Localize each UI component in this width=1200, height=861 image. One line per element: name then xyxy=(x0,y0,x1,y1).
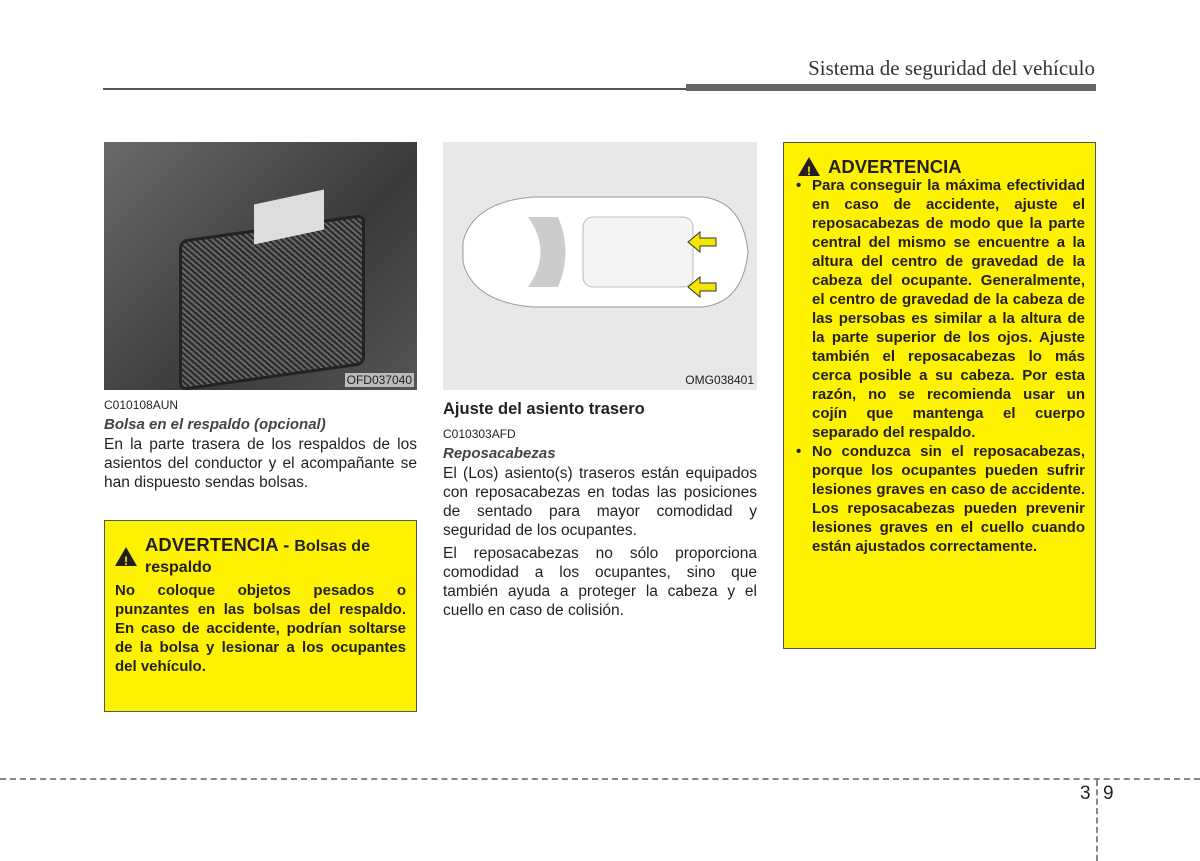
section-code: C010303AFD xyxy=(443,427,516,441)
warning-box-headrest xyxy=(783,142,1096,649)
subtitle: Reposacabezas xyxy=(443,445,556,462)
warning-text: No coloque objetos pesados o punzantes en las bolsas del respaldo. En caso de accidente, podrían soltarse de la bolsa y lesionar a los ocupantes del vehículo. xyxy=(115,582,406,675)
column-2 xyxy=(443,142,757,624)
column-1 xyxy=(104,142,417,496)
page-number: 9 xyxy=(1103,783,1114,804)
warning-item: • Para conseguir la máxima efectividad en caso de accidente, ajuste el reposacabezas de modo que la parte central del mismo se encuentre a la altura del centro de gravedad de la cabeza del ocupante. Generalmente, el centro de gravedad de la cabeza de las persobas es similar a la altura de la parte superior de los ojos. Ajuste también el reposacabezas lo más cerca posible a su cabeza. Por esta razón, no se recomienda usar un cojín que mantenga el cuerpo separado del respaldo. xyxy=(792,176,1085,442)
warning-title: ADVERTENCIA xyxy=(828,156,962,177)
subtitle: Bolsa en el respaldo (opcional) xyxy=(104,416,326,433)
image-caption: OMG038401 xyxy=(685,373,754,387)
section-title: Sistema de seguridad del vehículo xyxy=(808,56,1095,80)
footer-rule xyxy=(0,778,1200,780)
paragraph: En la parte trasera de los respaldos de los asientos del conductor y el acompañante se han dispuesto sendas bolsas. xyxy=(104,436,417,491)
section-code: C010108AUN xyxy=(104,398,179,412)
warning-item: • No conduzca sin el reposacabezas, porque los ocupantes pueden sufrir lesiones graves en caso de accidente. Los reposacabezas pueden prevenir lesiones graves en el cuello cuando están ajustados correctamente. xyxy=(792,442,1085,556)
section-heading: Ajuste del asiento trasero xyxy=(443,400,645,418)
header-bar xyxy=(686,84,1096,91)
image-caption: OFD037040 xyxy=(346,373,412,387)
warning-list xyxy=(792,176,1085,556)
warning-icon: ! xyxy=(798,157,820,176)
header-rule xyxy=(103,88,686,90)
car-headrest-diagram xyxy=(443,142,757,390)
car-top-view xyxy=(443,142,757,390)
paragraph: El (Los) asiento(s) traseros están equipados con reposacabezas en todas las posiciones de sentado para mayor comodidad y seguridad de los ocupantes. xyxy=(443,465,757,539)
warning-title: ADVERTENCIA - Bolsas de respaldo xyxy=(145,534,370,576)
seatback-pocket-photo xyxy=(104,142,417,390)
chapter-number: 3 xyxy=(1080,783,1091,804)
warning-icon: ! xyxy=(115,547,137,566)
paragraph: El reposacabezas no sólo proporciona comodidad a los ocupantes, sino que también ayuda a proteger la cabeza y el cuello en caso de colisión. xyxy=(443,545,757,619)
footer-divider xyxy=(1096,780,1098,861)
warning-box-seatback xyxy=(104,520,417,712)
